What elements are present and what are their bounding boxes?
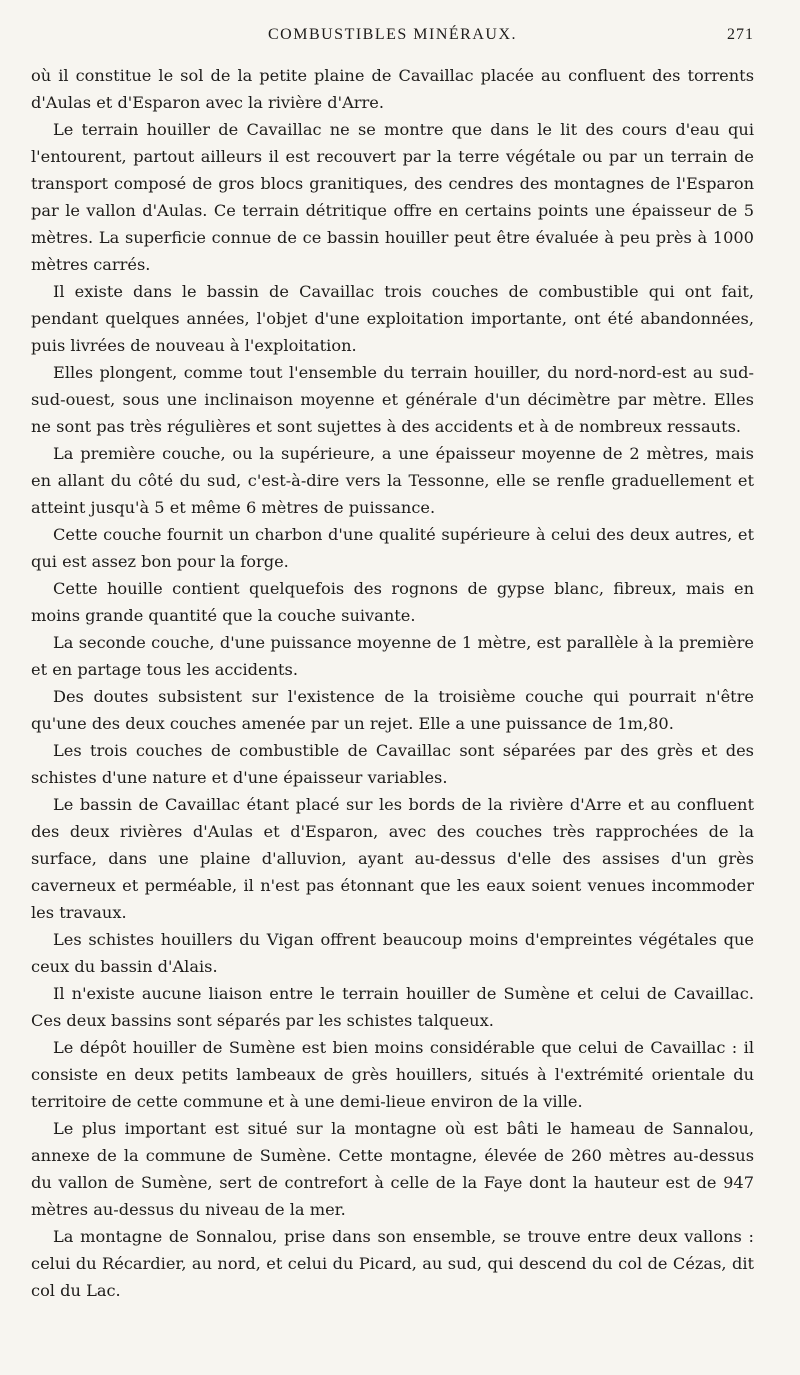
paragraph: Des doutes subsistent sur l'existence de la troisième couche qui pourrait n'être qu'une des deux couches amenée par un rejet. Elle a une puissance de 1m,80. — [31, 687, 754, 733]
paragraph: Le plus important est situé sur la montagne où est bâti le hameau de Sannalou, annexe de la commune de Sumène. Cette montagne, élevée de 260 mètres au-dessus du vallon de Sumène, sert de contrefort à celle de la Faye dont la hauteur est de 947 mètres au-dessus du niveau de la mer. — [31, 1119, 754, 1219]
paragraph: Elles plongent, comme tout l'ensemble du terrain houiller, du nord-nord-est au sud-sud-ouest, sous une inclinaison moyenne et générale d'un décimètre par mètre. Elles ne sont pas très régulières et sont sujettes à des accidents et à de nombreux ressauts. — [31, 363, 754, 436]
paragraph: Il existe dans le bassin de Cavaillac trois couches de combustible qui ont fait, pendant quelques années, l'objet d'une exploitation importante, ont été abandonnées, puis livrées de nouveau à l'exploitation. — [31, 282, 754, 355]
paragraph: Cette houille contient quelquefois des rognons de gypse blanc, fibreux, mais en moins grande quantité que la couche suivante. — [31, 579, 754, 625]
page-number: 271 — [727, 26, 754, 43]
paragraph: Le bassin de Cavaillac étant placé sur les bords de la rivière d'Arre et au confluent des deux rivières d'Aulas et d'Esparon, avec des couches très rapprochées de la surface, dans une plaine d'alluvion, ayant au-dessus d'elle des assises d'un grès caverneux et perméable, il n'est pas étonnant que les eaux soient venues incommoder les travaux. — [31, 795, 754, 922]
paragraph: Cette couche fournit un charbon d'une qualité supérieure à celui des deux autres, et qui est assez bon pour la forge. — [31, 525, 754, 571]
paragraph: Le terrain houiller de Cavaillac ne se montre que dans le lit des cours d'eau qui l'entourent, partout ailleurs il est recouvert par la terre végétale ou par un terrain de transport composé de gros blocs granitiques, des cendres des montagnes de l'Esparon par le vallon d'Aulas. Ce terrain détritique offre en certains points une épaisseur de 5 mètres. La superficie connue de ce bassin houiller peut être évaluée à peu près à 1000 mètres carrés. — [31, 120, 754, 274]
paragraph: Il n'existe aucune liaison entre le terrain houiller de Sumène et celui de Cavaillac. Ces deux bassins sont séparés par les schistes talqueux. — [31, 984, 754, 1030]
running-title: COMBUSTIBLES MINÉRAUX. — [267, 26, 517, 43]
paragraph: où il constitue le sol de la petite plaine de Cavaillac placée au confluent des torrents d'Aulas et d'Esparon avec la rivière d'Arre. — [31, 66, 754, 112]
paragraph: Les schistes houillers du Vigan offrent beaucoup moins d'empreintes végétales que ceux du bassin d'Alais. — [31, 930, 754, 976]
paragraph: La première couche, ou la supérieure, a une épaisseur moyenne de 2 mètres, mais en allant du côté du sud, c'est-à-dire vers la Tessonne, elle se renfle graduellement et atteint jusqu'à 5 et même 6 mètres de puissance. — [31, 444, 754, 517]
paragraph: La seconde couche, d'une puissance moyenne de 1 mètre, est parallèle à la première et en partage tous les accidents. — [31, 633, 754, 679]
running-head — [31, 26, 754, 50]
paragraph: Les trois couches de combustible de Cavaillac sont séparées par des grès et des schistes d'une nature et d'une épaisseur variables. — [31, 741, 754, 787]
paragraph: La montagne de Sonnalou, prise dans son ensemble, se trouve entre deux vallons : celui du Récardier, au nord, et celui du Picard, au sud, qui descend du col de Cézas, dit col du Lac. — [31, 1227, 754, 1300]
paragraph: Le dépôt houiller de Sumène est bien moins considérable que celui de Cavaillac : il consiste en deux petits lambeaux de grès houillers, situés à l'extrémité orientale du territoire de cette commune et à une demi-lieue environ de la ville. — [31, 1038, 754, 1111]
body-text — [31, 62, 754, 1304]
